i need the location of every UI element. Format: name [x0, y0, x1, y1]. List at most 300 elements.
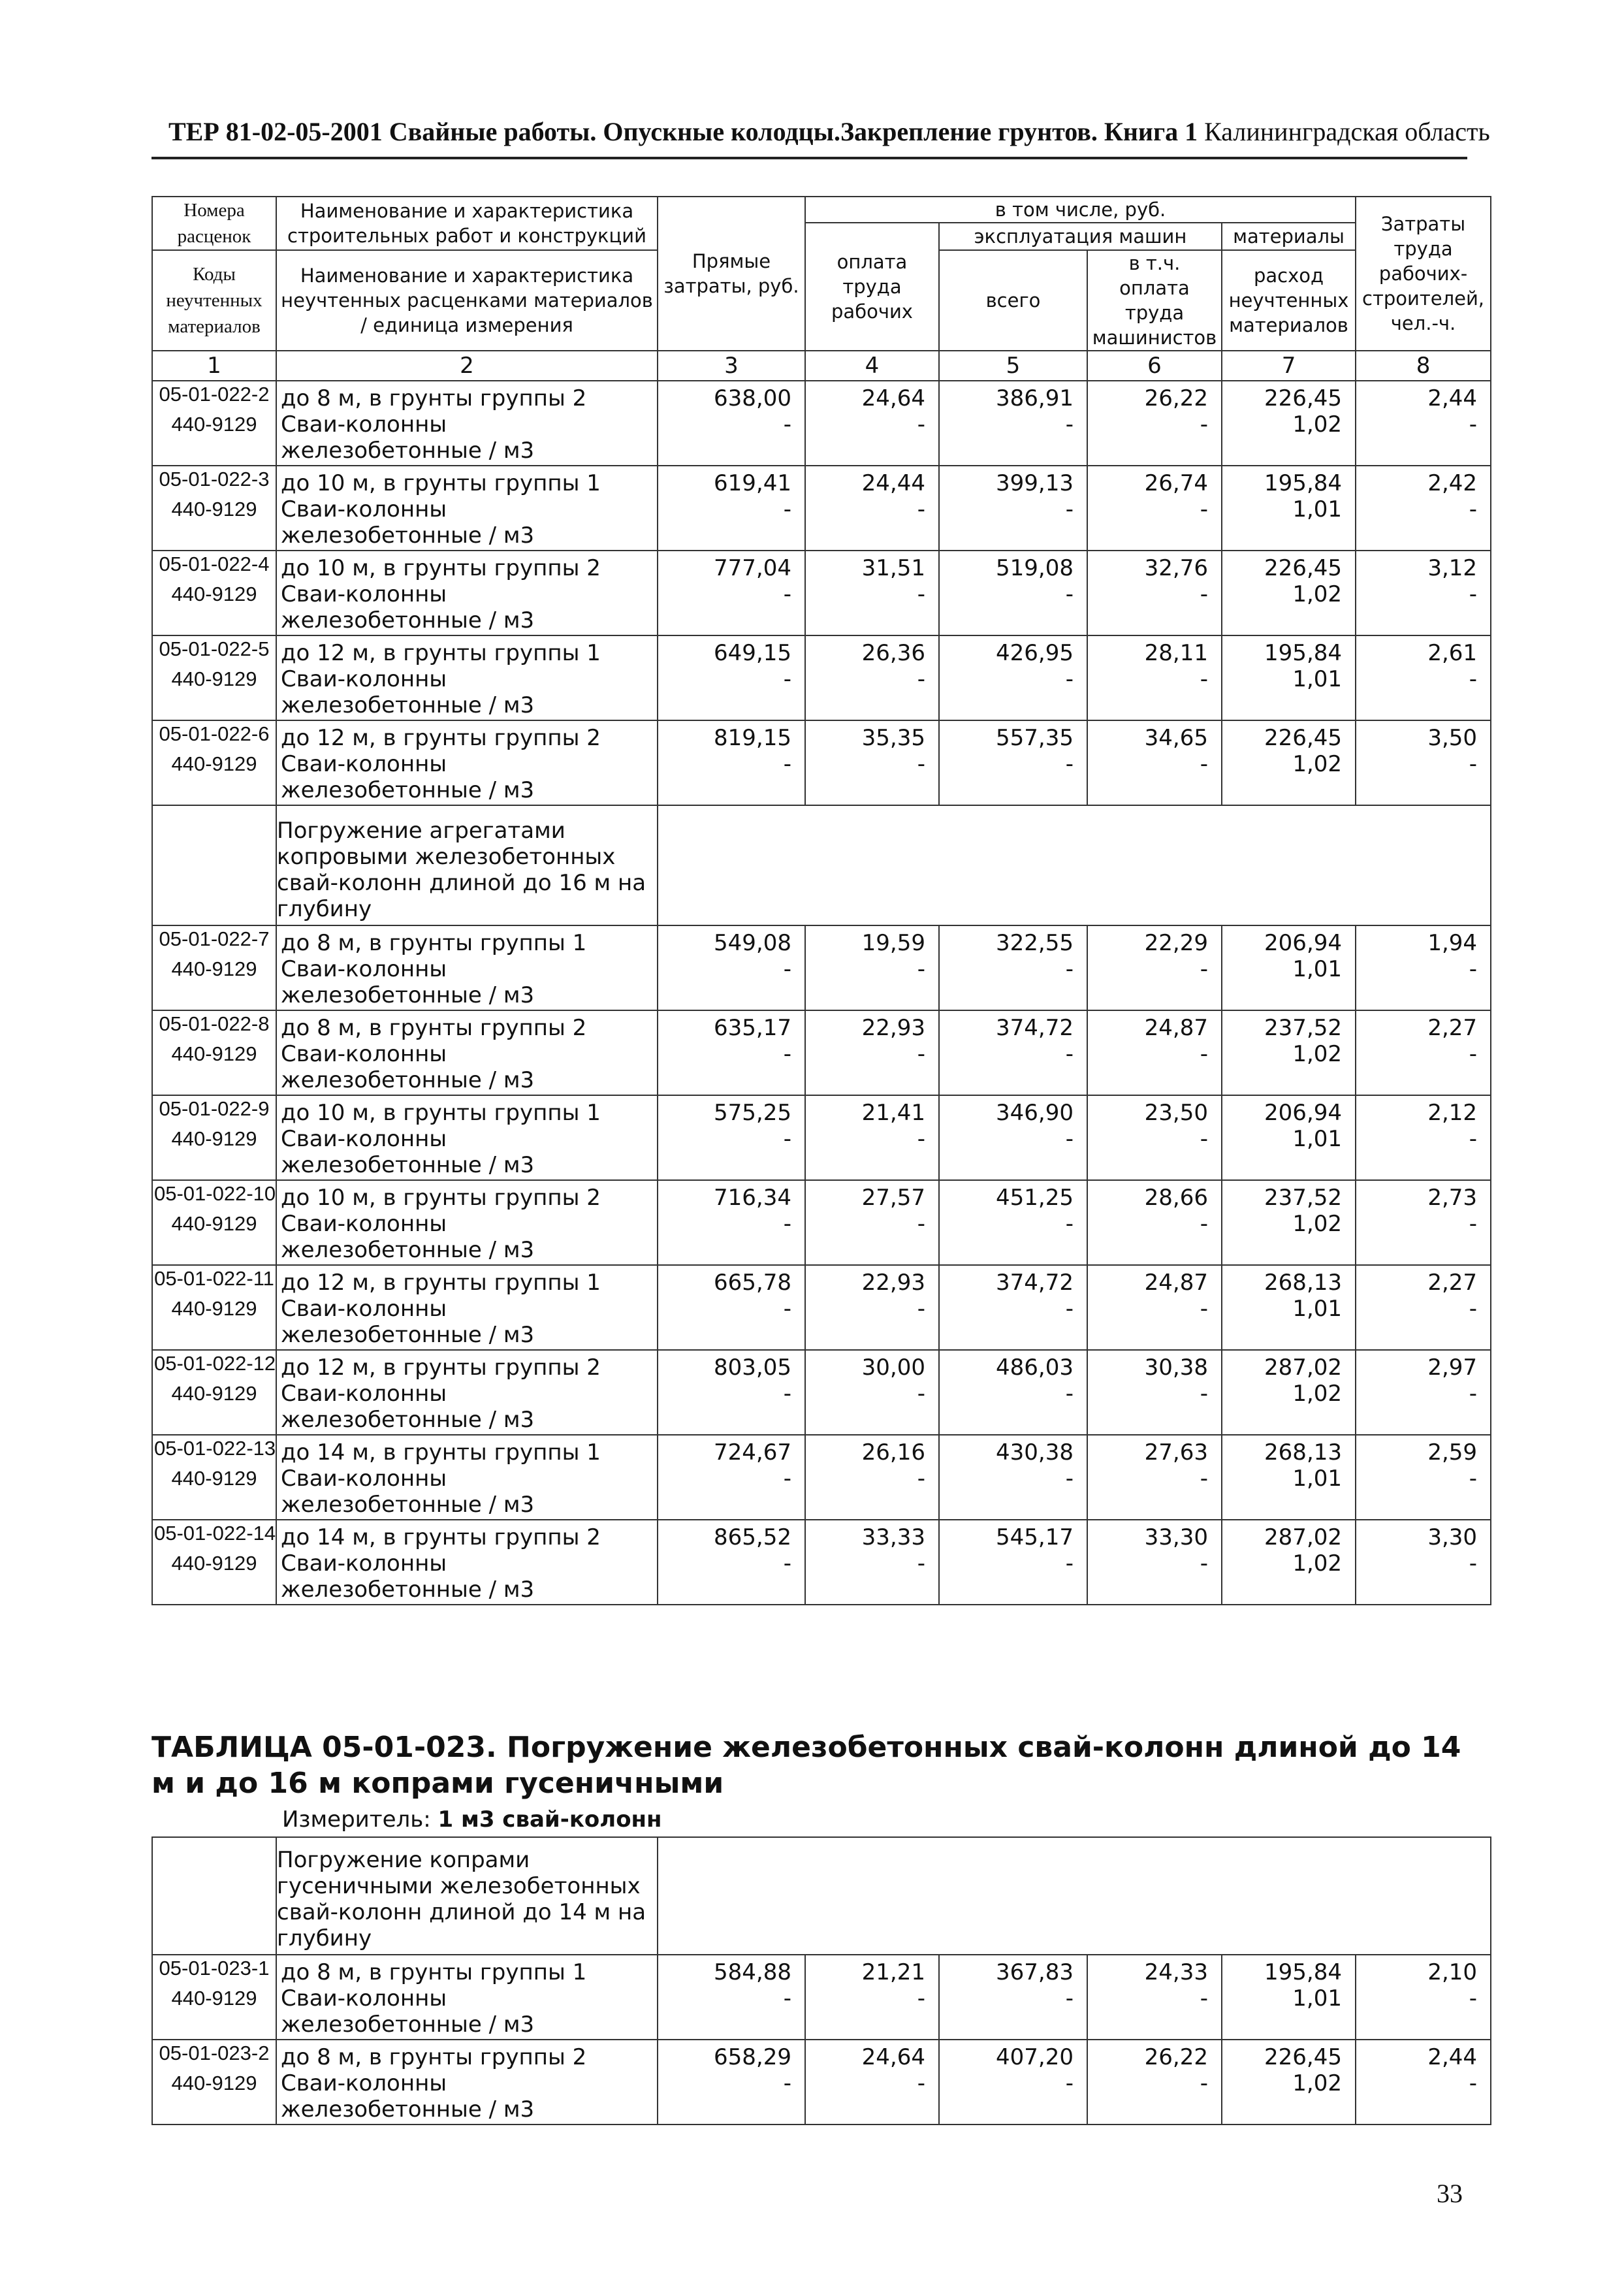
material-machines-total: - — [939, 1985, 1087, 2040]
rate-code: 05-01-022-9 — [152, 1095, 276, 1126]
colnum-7: 7 — [1222, 351, 1356, 381]
material-operators-pay: - — [1087, 411, 1222, 466]
meter-value: 1 м3 свай-колонн — [438, 1806, 662, 1833]
rate-code: 05-01-022-14 — [152, 1520, 276, 1550]
materials-cost: 287,02 — [1222, 1350, 1356, 1381]
rate-row — [152, 2040, 1491, 2070]
material-operators-pay: - — [1087, 1296, 1222, 1350]
rate-description: до 14 м, в грунты группы 2 — [276, 1520, 658, 1550]
rate-row — [152, 1180, 1491, 1211]
material-labor-hours: - — [1356, 751, 1491, 805]
header-region: Калининградская область — [1198, 117, 1490, 146]
machines-total: 486,03 — [939, 1350, 1087, 1381]
material-labor-hours: - — [1356, 411, 1491, 466]
material-direct-cost: - — [658, 1985, 805, 2040]
labor-hours: 2,44 — [1356, 381, 1491, 411]
material-labor-hours: - — [1356, 1985, 1491, 2040]
rate-description: до 10 м, в грунты группы 2 — [276, 551, 658, 581]
rate-row — [152, 925, 1491, 956]
material-row — [152, 581, 1491, 635]
rate-description: до 8 м, в грунты группы 1 — [276, 925, 658, 956]
rate-row — [152, 1095, 1491, 1126]
material-description: Сваи-колонны железобетонные / м3 — [276, 581, 658, 635]
material-labor-pay: - — [805, 496, 939, 551]
materials-cost: 226,45 — [1222, 2040, 1356, 2070]
col8-header: Затраты труда рабочих-строителей, чел.-ч. — [1356, 197, 1491, 351]
direct-cost: 803,05 — [658, 1350, 805, 1381]
labor-hours: 2,44 — [1356, 2040, 1491, 2070]
machines-total: 322,55 — [939, 925, 1087, 956]
direct-cost: 575,25 — [658, 1095, 805, 1126]
colnum-1: 1 — [152, 351, 276, 381]
material-row — [152, 1041, 1491, 1095]
machines-total: 367,83 — [939, 1955, 1087, 1985]
rate-row — [152, 1010, 1491, 1041]
material-row — [152, 1466, 1491, 1520]
rate-code: 05-01-022-2 — [152, 381, 276, 411]
rate-description: до 14 м, в грунты группы 1 — [276, 1435, 658, 1466]
section-b-heading: Погружение агрегатами копровыми железобетонных свай-колонн длиной до 16 м на глубину — [276, 805, 658, 925]
material-operators-pay: - — [1087, 1381, 1222, 1435]
material-labor-pay: - — [805, 1041, 939, 1095]
including-header: в том числе, руб. — [805, 197, 1356, 223]
operators-pay: 30,38 — [1087, 1350, 1222, 1381]
material-consumption: 1,02 — [1222, 2070, 1356, 2125]
material-row — [152, 666, 1491, 720]
header-title: ТЕР 81-02-05-2001 Свайные работы. Опускные колодцы.Закрепление грунтов. Книга 1 — [168, 117, 1198, 146]
labor-pay: 27,57 — [805, 1180, 939, 1211]
material-labor-pay: - — [805, 411, 939, 466]
machines-total: 399,13 — [939, 466, 1087, 496]
col1-header-top: Номера расценок — [152, 197, 276, 250]
labor-hours: 3,30 — [1356, 1520, 1491, 1550]
labor-hours: 2,73 — [1356, 1180, 1491, 1211]
material-labor-hours: - — [1356, 1466, 1491, 1520]
rate-row — [152, 466, 1491, 496]
rate-row — [152, 635, 1491, 666]
material-description: Сваи-колонны железобетонные / м3 — [276, 2070, 658, 2125]
material-row — [152, 411, 1491, 466]
table2-meter — [282, 1806, 662, 1833]
rate-code: 05-01-023-2 — [152, 2040, 276, 2070]
materials-cost: 206,94 — [1222, 925, 1356, 956]
material-consumption: 1,02 — [1222, 1041, 1356, 1095]
material-description: Сваи-колонны железобетонные / м3 — [276, 1550, 658, 1605]
colnum-3: 3 — [658, 351, 805, 381]
labor-hours: 2,27 — [1356, 1010, 1491, 1041]
materials-cost: 195,84 — [1222, 1955, 1356, 1985]
materials-cost: 287,02 — [1222, 1520, 1356, 1550]
material-direct-cost: - — [658, 1211, 805, 1265]
material-consumption: 1,02 — [1222, 1211, 1356, 1265]
rate-description: до 12 м, в грунты группы 1 — [276, 1265, 658, 1296]
material-description: Сваи-колонны железобетонные / м3 — [276, 1381, 658, 1435]
material-code: 440-9129 — [152, 1126, 276, 1180]
operators-pay: 33,30 — [1087, 1520, 1222, 1550]
labor-hours: 2,97 — [1356, 1350, 1491, 1381]
material-operators-pay: - — [1087, 1985, 1222, 2040]
operators-pay: 27,63 — [1087, 1435, 1222, 1466]
col5-header: всего — [939, 250, 1087, 351]
material-row — [152, 1296, 1491, 1350]
material-labor-hours: - — [1356, 2070, 1491, 2125]
section-c-row — [152, 1837, 1491, 1955]
material-labor-hours: - — [1356, 1126, 1491, 1180]
rate-code: 05-01-023-1 — [152, 1955, 276, 1985]
material-direct-cost: - — [658, 581, 805, 635]
labor-pay: 19,59 — [805, 925, 939, 956]
labor-pay: 26,16 — [805, 1435, 939, 1466]
material-labor-hours: - — [1356, 1550, 1491, 1605]
material-labor-pay: - — [805, 666, 939, 720]
material-direct-cost: - — [658, 1296, 805, 1350]
material-machines-total: - — [939, 1296, 1087, 1350]
rate-code: 05-01-022-7 — [152, 925, 276, 956]
material-code: 440-9129 — [152, 1041, 276, 1095]
colnum-6: 6 — [1087, 351, 1222, 381]
rate-code: 05-01-022-11 — [152, 1265, 276, 1296]
col2-header-top: Наименование и характеристика строительных работ и конструкций — [276, 197, 658, 250]
material-code: 440-9129 — [152, 496, 276, 551]
material-direct-cost: - — [658, 751, 805, 805]
labor-hours: 2,10 — [1356, 1955, 1491, 1985]
material-labor-pay: - — [805, 1381, 939, 1435]
material-row — [152, 2070, 1491, 2125]
machines-total: 374,72 — [939, 1010, 1087, 1041]
col1-header-bottom: Коды неучтенных материалов — [152, 250, 276, 351]
labor-pay: 33,33 — [805, 1520, 939, 1550]
operators-pay: 34,65 — [1087, 720, 1222, 751]
direct-cost: 649,15 — [658, 635, 805, 666]
operators-pay: 28,66 — [1087, 1180, 1222, 1211]
labor-hours: 2,59 — [1356, 1435, 1491, 1466]
labor-pay: 31,51 — [805, 551, 939, 581]
material-code: 440-9129 — [152, 581, 276, 635]
labor-pay: 35,35 — [805, 720, 939, 751]
materials-cost: 237,52 — [1222, 1010, 1356, 1041]
material-labor-hours: - — [1356, 581, 1491, 635]
operators-pay: 28,11 — [1087, 635, 1222, 666]
material-row — [152, 496, 1491, 551]
material-row — [152, 956, 1491, 1010]
rate-code: 05-01-022-5 — [152, 635, 276, 666]
material-row — [152, 1126, 1491, 1180]
machines-total: 346,90 — [939, 1095, 1087, 1126]
materials-cost: 268,13 — [1222, 1265, 1356, 1296]
material-consumption: 1,01 — [1222, 1985, 1356, 2040]
col2-header-bottom: Наименование и характеристика неучтенных расценками материалов / единица измерения — [276, 250, 658, 351]
rate-description: до 8 м, в грунты группы 2 — [276, 381, 658, 411]
labor-hours: 2,61 — [1356, 635, 1491, 666]
material-direct-cost: - — [658, 956, 805, 1010]
materials-cost: 226,45 — [1222, 551, 1356, 581]
material-operators-pay: - — [1087, 1466, 1222, 1520]
material-labor-hours: - — [1356, 1381, 1491, 1435]
labor-pay: 24,44 — [805, 466, 939, 496]
rate-description: до 10 м, в грунты группы 2 — [276, 1180, 658, 1211]
rate-code: 05-01-022-8 — [152, 1010, 276, 1041]
material-operators-pay: - — [1087, 2070, 1222, 2125]
material-consumption: 1,01 — [1222, 956, 1356, 1010]
labor-hours: 1,94 — [1356, 925, 1491, 956]
colnum-2: 2 — [276, 351, 658, 381]
material-description: Сваи-колонны железобетонные / м3 — [276, 1041, 658, 1095]
material-labor-hours: - — [1356, 956, 1491, 1010]
material-consumption: 1,02 — [1222, 581, 1356, 635]
material-machines-total: - — [939, 1381, 1087, 1435]
rate-description: до 8 м, в грунты группы 2 — [276, 1010, 658, 1041]
material-code: 440-9129 — [152, 2070, 276, 2125]
operators-pay: 26,74 — [1087, 466, 1222, 496]
material-labor-hours: - — [1356, 1296, 1491, 1350]
direct-cost: 819,15 — [658, 720, 805, 751]
material-description: Сваи-колонны железобетонные / м3 — [276, 1211, 658, 1265]
direct-cost: 549,08 — [658, 925, 805, 956]
material-consumption: 1,02 — [1222, 751, 1356, 805]
material-consumption: 1,02 — [1222, 411, 1356, 466]
materials-cost: 195,84 — [1222, 635, 1356, 666]
material-row — [152, 1211, 1491, 1265]
material-row — [152, 1550, 1491, 1605]
material-row — [152, 751, 1491, 805]
material-labor-pay: - — [805, 1211, 939, 1265]
material-labor-pay: - — [805, 1126, 939, 1180]
rate-row — [152, 720, 1491, 751]
material-code: 440-9129 — [152, 1466, 276, 1520]
material-operators-pay: - — [1087, 1041, 1222, 1095]
material-direct-cost: - — [658, 1466, 805, 1520]
col7-header: расход неучтенных материалов — [1222, 250, 1356, 351]
material-labor-pay: - — [805, 1550, 939, 1605]
rate-code: 05-01-022-3 — [152, 466, 276, 496]
labor-pay: 21,21 — [805, 1955, 939, 1985]
material-consumption: 1,01 — [1222, 496, 1356, 551]
rate-description: до 10 м, в грунты группы 1 — [276, 466, 658, 496]
material-code: 440-9129 — [152, 666, 276, 720]
operators-pay: 23,50 — [1087, 1095, 1222, 1126]
material-direct-cost: - — [658, 1381, 805, 1435]
material-labor-pay: - — [805, 1296, 939, 1350]
rate-code: 05-01-022-13 — [152, 1435, 276, 1466]
material-operators-pay: - — [1087, 751, 1222, 805]
material-machines-total: - — [939, 581, 1087, 635]
materials-cost: 226,45 — [1222, 381, 1356, 411]
rate-row — [152, 551, 1491, 581]
labor-pay: 21,41 — [805, 1095, 939, 1126]
material-labor-pay: - — [805, 1466, 939, 1520]
direct-cost: 619,41 — [658, 466, 805, 496]
material-consumption: 1,01 — [1222, 1126, 1356, 1180]
material-direct-cost: - — [658, 666, 805, 720]
rates-table — [151, 196, 1491, 1605]
labor-pay: 30,00 — [805, 1350, 939, 1381]
direct-cost: 724,67 — [658, 1435, 805, 1466]
material-machines-total: - — [939, 2070, 1087, 2125]
column-numbers-row — [152, 351, 1491, 381]
rate-row — [152, 1520, 1491, 1550]
materials-cost: 237,52 — [1222, 1180, 1356, 1211]
material-operators-pay: - — [1087, 1126, 1222, 1180]
table2-title: ТАБЛИЦА 05-01-023. Погружение железобетонных свай-колонн длиной до 14 м и до 16 м копрами гусеничными — [151, 1731, 1461, 1800]
rate-description: до 10 м, в грунты группы 1 — [276, 1095, 658, 1126]
material-direct-cost: - — [658, 411, 805, 466]
material-description: Сваи-колонны железобетонные / м3 — [276, 1296, 658, 1350]
direct-cost: 584,88 — [658, 1955, 805, 1985]
machines-total: 519,08 — [939, 551, 1087, 581]
material-direct-cost: - — [658, 496, 805, 551]
operators-pay: 24,87 — [1087, 1010, 1222, 1041]
material-consumption: 1,01 — [1222, 666, 1356, 720]
rate-description: до 8 м, в грунты группы 1 — [276, 1955, 658, 1985]
rate-code: 05-01-022-10 — [152, 1180, 276, 1211]
material-consumption: 1,02 — [1222, 1550, 1356, 1605]
materials-cost: 268,13 — [1222, 1435, 1356, 1466]
section-c-heading: Погружение копрами гусеничными железобетонных свай-колонн длиной до 14 м на глубину — [276, 1837, 658, 1955]
materials-cost: 195,84 — [1222, 466, 1356, 496]
material-machines-total: - — [939, 1211, 1087, 1265]
material-row — [152, 1381, 1491, 1435]
materials-header: материалы — [1222, 223, 1356, 250]
meter-label: Измеритель: — [282, 1806, 431, 1833]
material-machines-total: - — [939, 1041, 1087, 1095]
direct-cost: 638,00 — [658, 381, 805, 411]
rate-code: 05-01-022-4 — [152, 551, 276, 581]
col4-header: оплата труда рабочих — [805, 223, 939, 351]
material-description: Сваи-колонны железобетонные / м3 — [276, 1985, 658, 2040]
rate-row — [152, 1435, 1491, 1466]
operators-pay: 26,22 — [1087, 381, 1222, 411]
rate-row — [152, 1265, 1491, 1296]
machines-header: эксплуатация машин — [939, 223, 1222, 250]
labor-hours: 2,42 — [1356, 466, 1491, 496]
material-description: Сваи-колонны железобетонные / м3 — [276, 1466, 658, 1520]
machines-total: 374,72 — [939, 1265, 1087, 1296]
material-description: Сваи-колонны железобетонные / м3 — [276, 956, 658, 1010]
material-operators-pay: - — [1087, 581, 1222, 635]
machines-total: 426,95 — [939, 635, 1087, 666]
material-consumption: 1,01 — [1222, 1466, 1356, 1520]
material-direct-cost: - — [658, 1126, 805, 1180]
material-code: 440-9129 — [152, 1211, 276, 1265]
materials-cost: 226,45 — [1222, 720, 1356, 751]
rate-description: до 12 м, в грунты группы 2 — [276, 1350, 658, 1381]
material-operators-pay: - — [1087, 1211, 1222, 1265]
material-row — [152, 1985, 1491, 2040]
direct-cost: 777,04 — [658, 551, 805, 581]
material-machines-total: - — [939, 1550, 1087, 1605]
material-description: Сваи-колонны железобетонные / м3 — [276, 751, 658, 805]
material-code: 440-9129 — [152, 751, 276, 805]
material-operators-pay: - — [1087, 956, 1222, 1010]
material-operators-pay: - — [1087, 666, 1222, 720]
material-labor-pay: - — [805, 1985, 939, 2040]
labor-pay: 22,93 — [805, 1010, 939, 1041]
material-machines-total: - — [939, 496, 1087, 551]
rate-description: до 12 м, в грунты группы 2 — [276, 720, 658, 751]
material-operators-pay: - — [1087, 1550, 1222, 1605]
colnum-8: 8 — [1356, 351, 1491, 381]
page-header — [168, 116, 1490, 147]
header-row-1 — [152, 197, 1491, 223]
machines-total: 430,38 — [939, 1435, 1087, 1466]
rate-description: до 12 м, в грунты группы 1 — [276, 635, 658, 666]
rate-row — [152, 381, 1491, 411]
labor-pay: 22,93 — [805, 1265, 939, 1296]
material-machines-total: - — [939, 1126, 1087, 1180]
material-machines-total: - — [939, 956, 1087, 1010]
header-rule — [151, 157, 1467, 159]
labor-pay: 26,36 — [805, 635, 939, 666]
material-description: Сваи-колонны железобетонные / м3 — [276, 666, 658, 720]
material-labor-pay: - — [805, 751, 939, 805]
rate-code: 05-01-022-12 — [152, 1350, 276, 1381]
operators-pay: 24,33 — [1087, 1955, 1222, 1985]
material-consumption: 1,02 — [1222, 1381, 1356, 1435]
machines-total: 557,35 — [939, 720, 1087, 751]
material-machines-total: - — [939, 411, 1087, 466]
material-direct-cost: - — [658, 1550, 805, 1605]
page-number: 33 — [1437, 2179, 1463, 2208]
colnum-4: 4 — [805, 351, 939, 381]
material-labor-hours: - — [1356, 1041, 1491, 1095]
material-direct-cost: - — [658, 1041, 805, 1095]
material-code: 440-9129 — [152, 1381, 276, 1435]
direct-cost: 665,78 — [658, 1265, 805, 1296]
machines-total: 451,25 — [939, 1180, 1087, 1211]
labor-pay: 24,64 — [805, 381, 939, 411]
rate-code: 05-01-022-6 — [152, 720, 276, 751]
labor-pay: 24,64 — [805, 2040, 939, 2070]
labor-hours: 3,50 — [1356, 720, 1491, 751]
material-labor-pay: - — [805, 956, 939, 1010]
material-direct-cost: - — [658, 2070, 805, 2125]
colnum-5: 5 — [939, 351, 1087, 381]
labor-hours: 3,12 — [1356, 551, 1491, 581]
material-code: 440-9129 — [152, 411, 276, 466]
operators-pay: 24,87 — [1087, 1265, 1222, 1296]
rates-table-2 — [151, 1836, 1491, 2125]
material-machines-total: - — [939, 666, 1087, 720]
material-labor-pay: - — [805, 581, 939, 635]
materials-cost: 206,94 — [1222, 1095, 1356, 1126]
section-b-row — [152, 805, 1491, 925]
material-labor-pay: - — [805, 2070, 939, 2125]
col6-header: в т.ч. оплата труда машинистов — [1087, 250, 1222, 351]
machines-total: 545,17 — [939, 1520, 1087, 1550]
machines-total: 386,91 — [939, 381, 1087, 411]
material-labor-hours: - — [1356, 1211, 1491, 1265]
material-code: 440-9129 — [152, 1550, 276, 1605]
direct-cost: 865,52 — [658, 1520, 805, 1550]
direct-cost: 635,17 — [658, 1010, 805, 1041]
operators-pay: 32,76 — [1087, 551, 1222, 581]
material-code: 440-9129 — [152, 1296, 276, 1350]
col3-header: Прямые затраты, руб. — [658, 197, 805, 351]
material-labor-hours: - — [1356, 496, 1491, 551]
direct-cost: 716,34 — [658, 1180, 805, 1211]
rate-row — [152, 1350, 1491, 1381]
machines-total: 407,20 — [939, 2040, 1087, 2070]
material-description: Сваи-колонны железобетонные / м3 — [276, 411, 658, 466]
operators-pay: 22,29 — [1087, 925, 1222, 956]
material-machines-total: - — [939, 1466, 1087, 1520]
operators-pay: 26,22 — [1087, 2040, 1222, 2070]
material-operators-pay: - — [1087, 496, 1222, 551]
labor-hours: 2,27 — [1356, 1265, 1491, 1296]
material-machines-total: - — [939, 751, 1087, 805]
material-code: 440-9129 — [152, 956, 276, 1010]
material-code: 440-9129 — [152, 1985, 276, 2040]
